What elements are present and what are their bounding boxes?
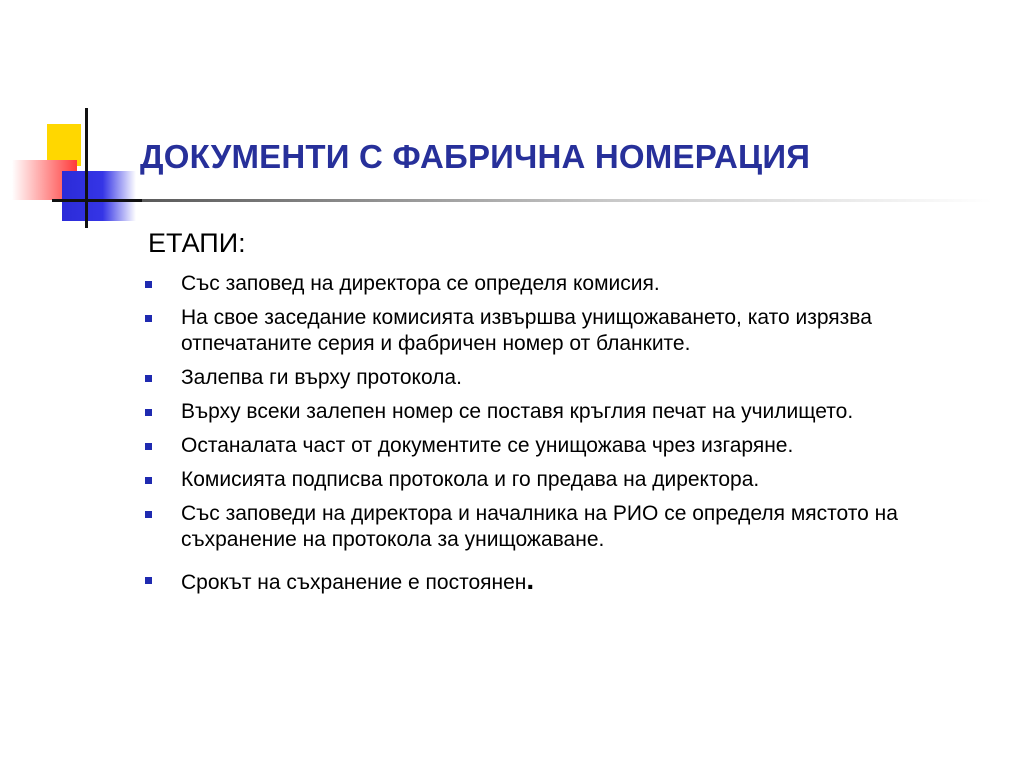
square-bullet-icon [145, 477, 152, 484]
title-underline [142, 199, 992, 202]
list-item-text: Срокът на съхранение е постоянен [181, 571, 527, 594]
list-item [140, 501, 960, 553]
blue-square-shape [62, 171, 136, 221]
list-item [140, 271, 960, 297]
horizontal-divider-line [52, 199, 142, 202]
square-bullet-icon [145, 281, 152, 288]
list-item-text: Останалата част от документите се унищожава чрез изгаряне. [181, 434, 794, 457]
colored-squares-logo-icon [0, 0, 160, 240]
list-item [140, 467, 960, 493]
slide-title: ДОКУМЕНТИ С ФАБРИЧНА НОМЕРАЦИЯ [140, 138, 811, 175]
list-item-text: Комисията подписва протокола и го предава на директора. [181, 468, 760, 491]
list-item [140, 564, 960, 596]
bullet-list [140, 271, 960, 596]
slide-content [140, 228, 960, 604]
square-bullet-icon [145, 315, 152, 322]
square-bullet-icon [145, 577, 152, 584]
list-item [140, 399, 960, 425]
list-item-text: Със заповед на директора се определя комисия. [181, 272, 660, 295]
list-item [140, 365, 960, 391]
list-item [140, 433, 960, 459]
square-bullet-icon [145, 375, 152, 382]
list-item-text: На свое заседание комисията извършва унищожаването, като изрязва отпечатаните серия и фабричен номер от бланките. [181, 306, 872, 355]
square-bullet-icon [145, 443, 152, 450]
vertical-divider-line [85, 108, 88, 228]
square-bullet-icon [145, 511, 152, 518]
list-item-trailing-period: . [526, 564, 535, 595]
list-item-text: Върху всеки залепен номер се поставя кръглия печат на училището. [181, 400, 854, 423]
section-label: ЕТАПИ: [148, 228, 246, 258]
list-item [140, 305, 960, 357]
list-item-text: Залепва ги върху протокола. [181, 366, 462, 389]
list-item-text: Със заповеди на директора и началника на РИО се определя мястото на съхранение на протокола за унищожаване. [181, 502, 898, 551]
square-bullet-icon [145, 409, 152, 416]
